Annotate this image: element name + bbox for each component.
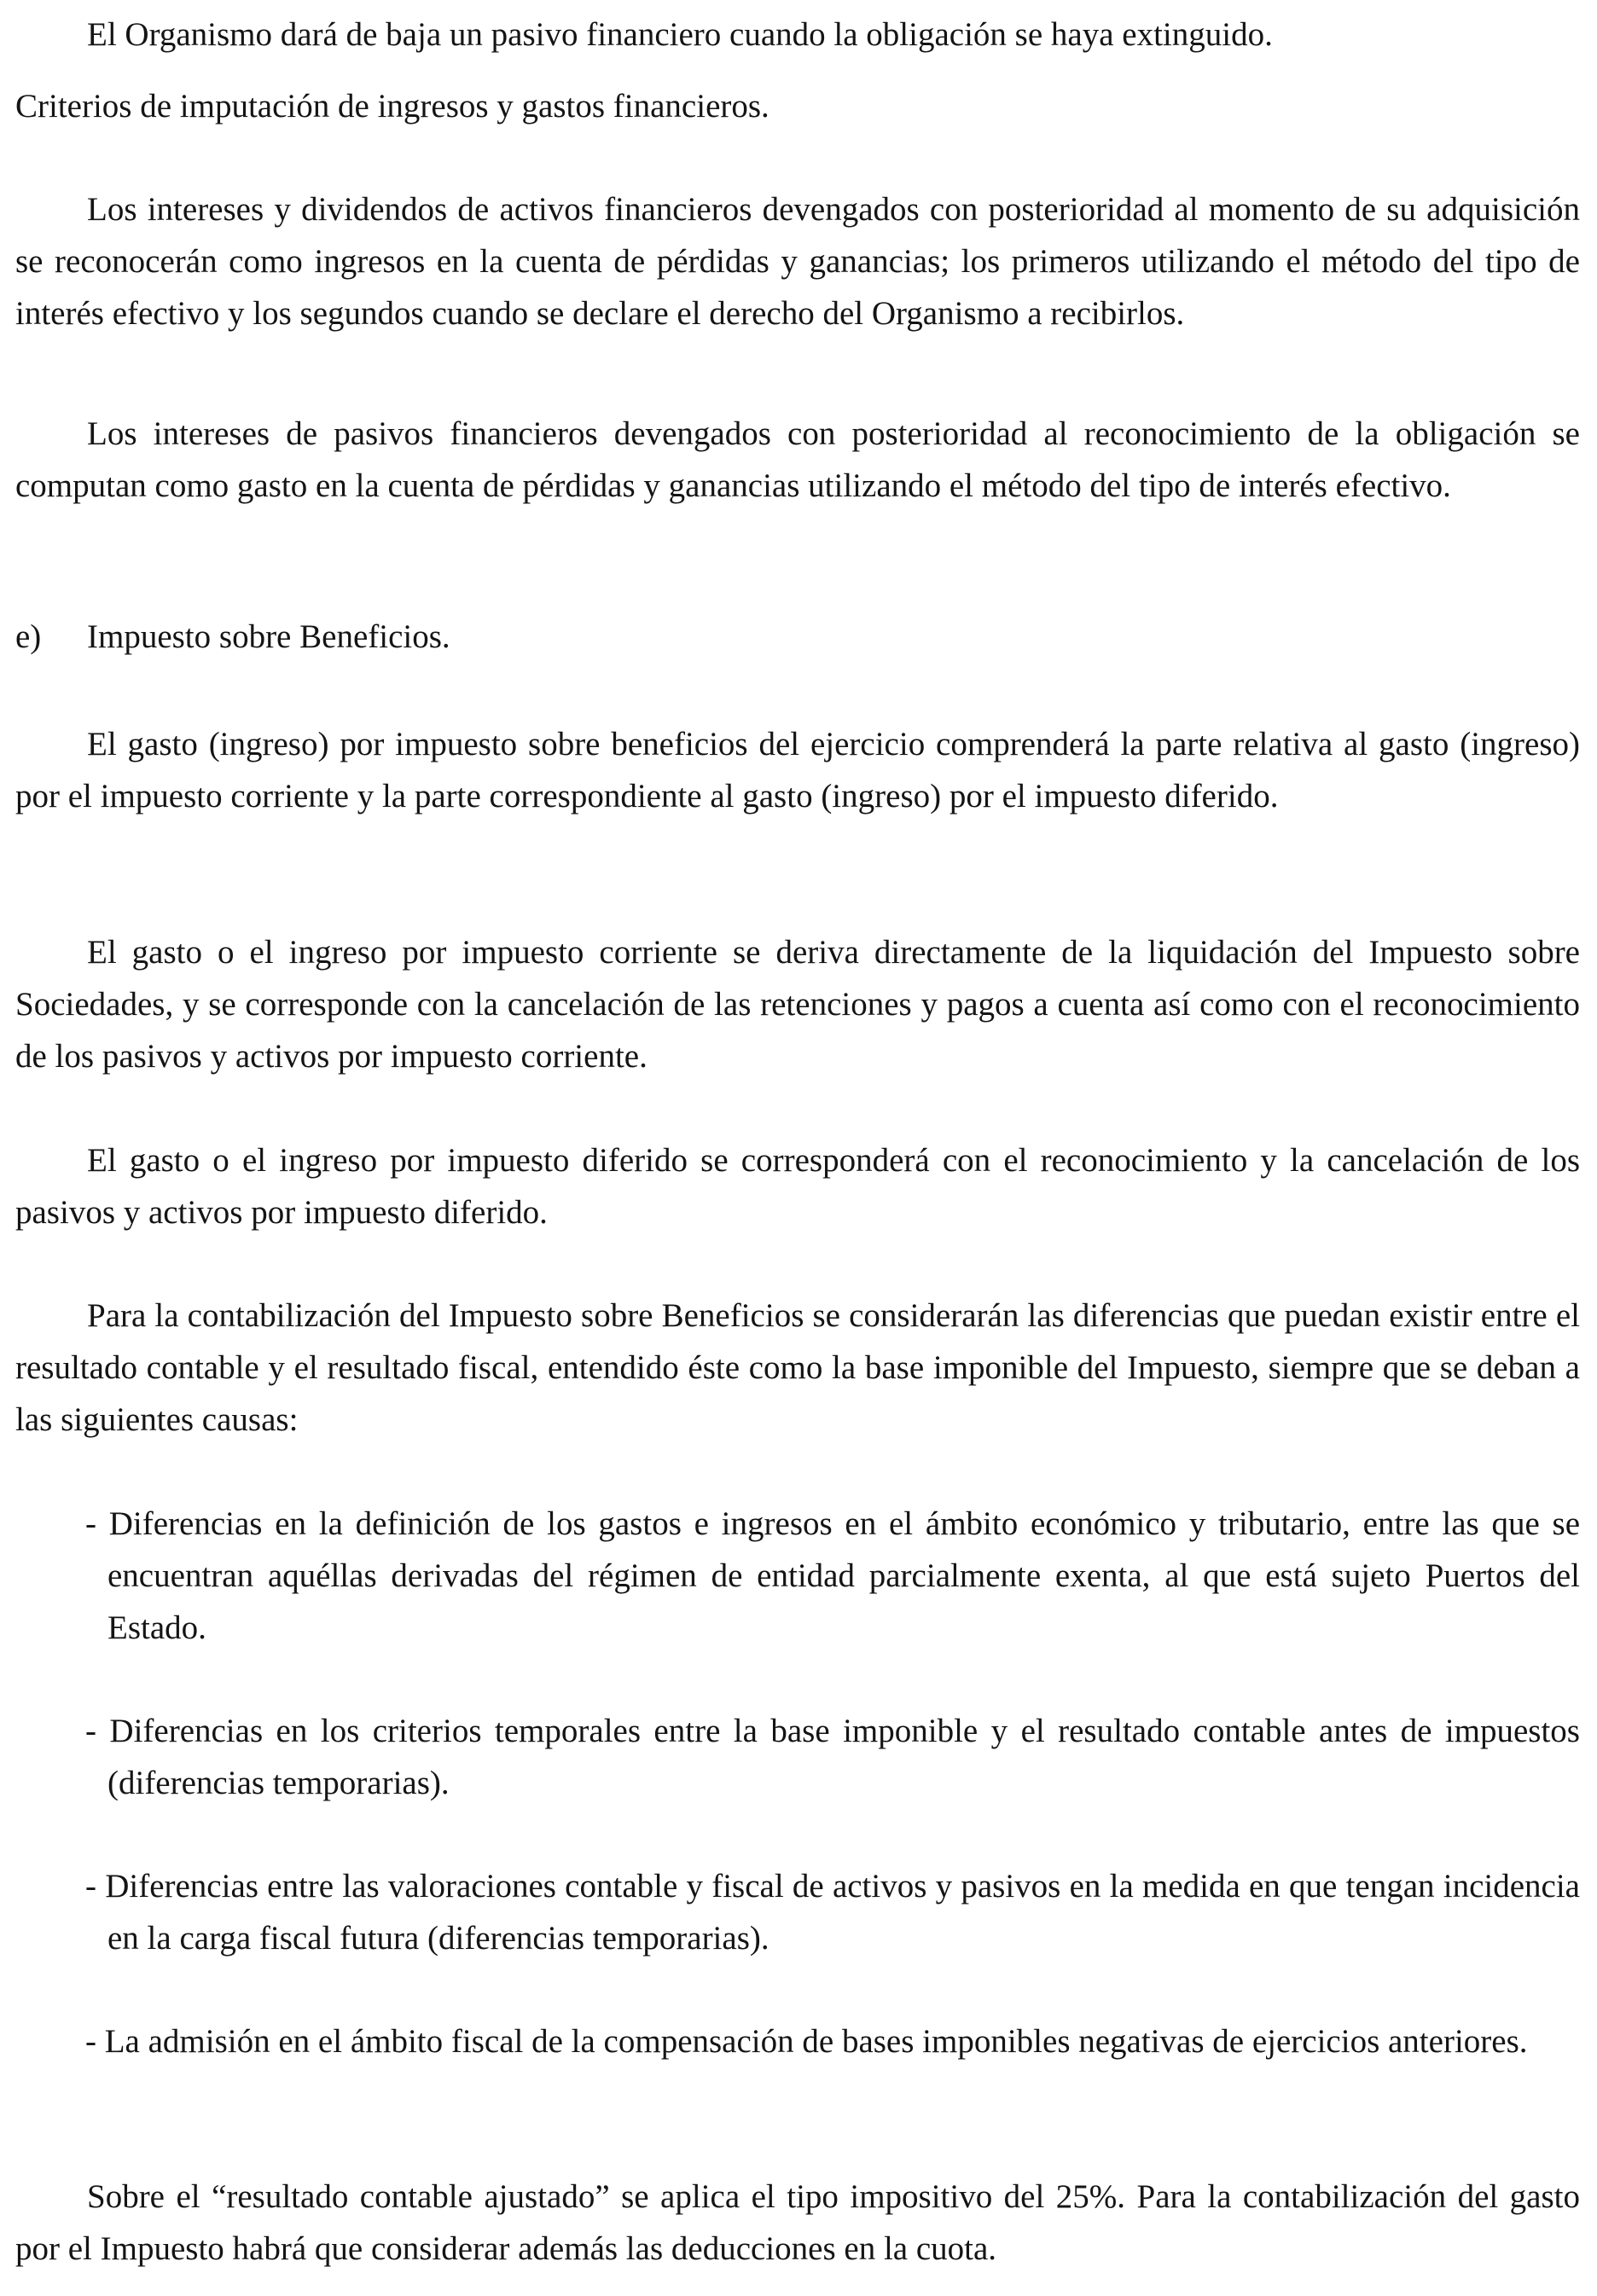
list-item: - Diferencias en los criterios temporales entre la base imponible y el resultado contable antes de impuestos (diferencias temporarias).: [85, 1713, 1580, 1801]
paragraph-intereses-dividendos: Los intereses y dividendos de activos financieros devengados con posterioridad al momento de su adquisición se reconocerán como ingresos en la cuenta de pérdidas y ganancias; los primeros utilizando el método del tipo de interés efectivo y los segundos cuando se declare el derecho del Organismo a recibirlos.: [15, 191, 1580, 332]
paragraph-gasto-ingreso-impuesto: El gasto (ingreso) por impuesto sobre beneficios del ejercicio comprenderá la parte relativa al gasto (ingreso) por el impuesto corriente y la parte correspondiente al gasto (ingreso) por el impuesto diferido.: [15, 726, 1580, 815]
list-item: - Diferencias en la definición de los gastos e ingresos en el ámbito económico y tributario, entre las que se encuentran aquéllas derivadas del régimen de entidad parcialmente exenta, al que está sujeto Puertos del Estado.: [85, 1505, 1580, 1646]
paragraph-contabilizacion-impuesto: Para la contabilización del Impuesto sobre Beneficios se considerarán las diferencias que puedan existir entre el resultado contable y el resultado fiscal, entendido éste como la base imponible del Impuesto, siempre que se deban a las siguientes causas:: [15, 1297, 1580, 1438]
section-heading-impuesto-beneficios: [15, 611, 450, 663]
list-item: - La admisión en el ámbito fiscal de la compensación de bases imponibles negativas de ejercicios anteriores.: [85, 2023, 1528, 2060]
section-title: Impuesto sobre Beneficios.: [87, 618, 450, 655]
paragraph-impuesto-diferido: El gasto o el ingreso por impuesto diferido se corresponderá con el reconocimiento y la cancelación de los pasivos y activos por impuesto diferido.: [15, 1142, 1580, 1231]
paragraph-impuesto-corriente: El gasto o el ingreso por impuesto corriente se deriva directamente de la liquidación del Impuesto sobre Sociedades, y se corresponde con la cancelación de las retenciones y pagos a cuenta así como con el reconocimiento de los pasivos y activos por impuesto corriente.: [15, 934, 1580, 1075]
paragraph-pasivo-baja: El Organismo dará de baja un pasivo financiero cuando la obligación se haya extinguido.: [87, 16, 1273, 53]
list-item: - Diferencias entre las valoraciones contable y fiscal de activos y pasivos en la medida en que tengan incidencia en la carga fiscal futura (diferencias temporarias).: [85, 1868, 1580, 1957]
paragraph-intereses-pasivos: Los intereses de pasivos financieros devengados con posterioridad al reconocimiento de la obligación se computan como gasto en la cuenta de pérdidas y ganancias utilizando el método del tipo de interés efectivo.: [15, 415, 1580, 504]
paragraph-resultado-contable-ajustado: Sobre el “resultado contable ajustado” se aplica el tipo impositivo del 25%. Para la contabilización del gasto por el Impuesto habrá que considerar además las deducciones en la cuota.: [15, 2178, 1580, 2267]
subheading-criterios-imputacion: Criterios de imputación de ingresos y gastos financieros.: [15, 88, 769, 125]
section-marker: e): [15, 618, 42, 655]
